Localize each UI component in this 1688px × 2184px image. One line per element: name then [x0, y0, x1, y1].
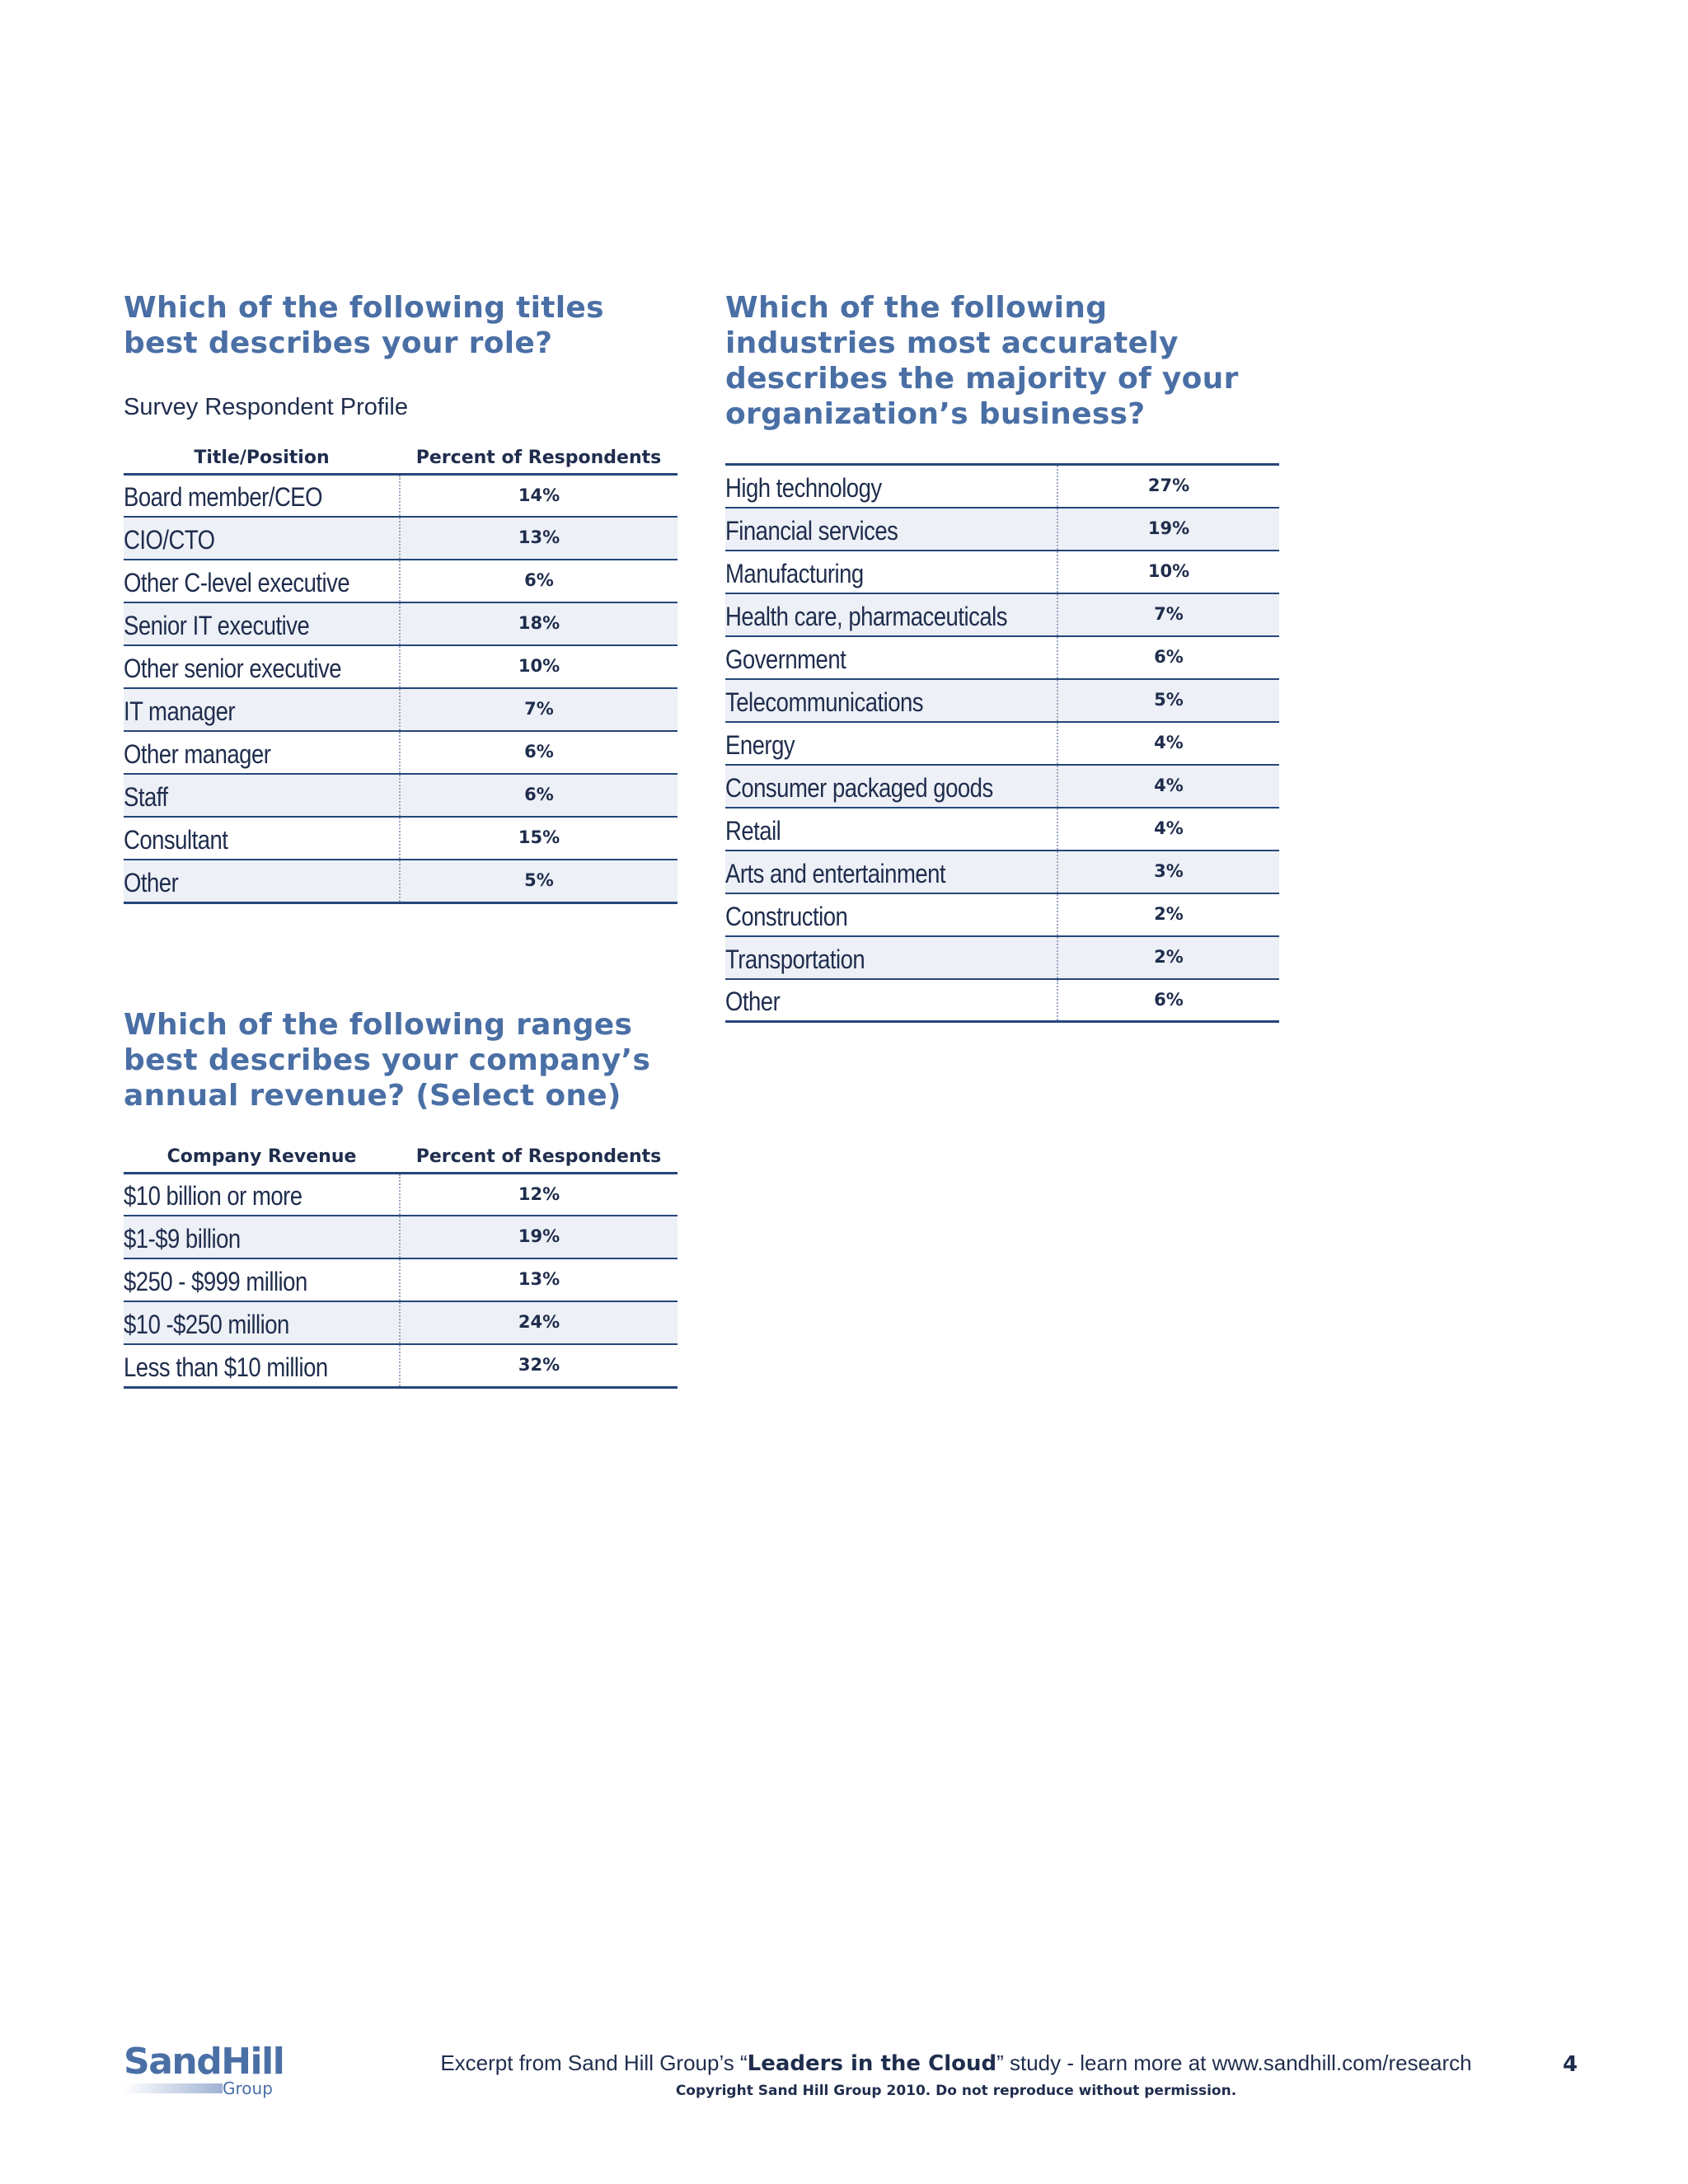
table-row: [124, 817, 678, 860]
industry-question-title: Which of the following industries most accurately describes the majority of your organization’s business?: [725, 291, 1239, 431]
row-label: [725, 808, 1057, 851]
row-label: [124, 474, 400, 517]
row-label-text: IT manager: [124, 696, 236, 726]
footer-copyright: Copyright Sand Hill Group 2010. Do not reproduce without permission.: [675, 2083, 1237, 2099]
row-label: [725, 508, 1057, 551]
logo-sub-text: Group: [223, 2079, 273, 2098]
row-label: [725, 851, 1057, 893]
table-row: [124, 860, 678, 902]
row-percent: 14%: [518, 485, 560, 505]
row-percent: 7%: [1154, 603, 1184, 624]
table-row: [124, 645, 678, 688]
revenue-question-title: Which of the following ranges best describes your company’s annual revenue? (Select one): [124, 1008, 651, 1113]
role-header-percent: Percent of Respondents: [415, 447, 662, 468]
row-percent: 6%: [1154, 646, 1184, 667]
table-row: [725, 893, 1279, 936]
footer-excerpt-suffix: ” study - learn more at www.sandhill.com/research: [996, 2050, 1472, 2075]
table-row: [124, 774, 678, 817]
row-label-text: Staff: [124, 782, 168, 812]
logo-gradient-bar: [124, 2083, 223, 2093]
row-percent: 2%: [1154, 903, 1184, 924]
table-row: [124, 1216, 678, 1258]
table-row: [124, 474, 678, 517]
table-row: [725, 765, 1279, 808]
role-section: [124, 290, 678, 904]
page-number: 4: [1563, 2052, 1578, 2077]
row-label-text: $10 billion or more: [124, 1181, 302, 1211]
table-row: [725, 465, 1279, 508]
row-label-text: Consumer packaged goods: [725, 772, 993, 803]
table-row: [725, 508, 1279, 551]
row-label-text: Other: [124, 867, 179, 898]
row-label: [725, 679, 1057, 722]
revenue-table-header: [124, 1145, 678, 1173]
row-label-text: Financial services: [725, 515, 898, 546]
row-percent: 3%: [1154, 860, 1184, 881]
row-label: [124, 602, 400, 645]
revenue-header-percent: Percent of Respondents: [415, 1146, 662, 1167]
industry-table: [725, 463, 1279, 1023]
row-label: [124, 860, 400, 902]
logo-main-text: SandHill: [124, 2041, 284, 2083]
row-label: [124, 645, 400, 688]
row-label: [124, 1258, 400, 1301]
row-label-text: Telecommunications: [725, 687, 924, 717]
row-percent: 2%: [1154, 946, 1184, 967]
row-label-text: $10 -$250 million: [124, 1310, 289, 1339]
row-percent: 10%: [518, 656, 560, 676]
sandhill-logo: [124, 2041, 284, 2100]
row-label: [725, 593, 1057, 636]
table-row: [725, 722, 1279, 765]
revenue-table: [124, 1145, 678, 1389]
row-label: [124, 731, 400, 774]
row-percent: 15%: [518, 827, 560, 847]
row-label-text: Government: [725, 644, 846, 674]
row-percent: 4%: [1154, 775, 1184, 795]
row-percent: 13%: [518, 527, 560, 547]
row-percent: 6%: [524, 570, 554, 590]
footer-excerpt-prefix: Excerpt from Sand Hill Group’s “: [440, 2050, 748, 2075]
row-label-text: Energy: [725, 729, 795, 760]
row-label: [725, 936, 1057, 979]
row-percent: 6%: [524, 785, 554, 804]
row-label-text: High technology: [725, 472, 882, 503]
row-percent: 5%: [1154, 689, 1184, 710]
row-label: [124, 1216, 400, 1258]
row-label: [124, 1301, 400, 1344]
row-percent: 27%: [1147, 476, 1190, 495]
row-label-text: Arts and entertainment: [725, 858, 946, 888]
table-row: [124, 517, 678, 560]
table-row: [124, 1173, 678, 1216]
row-label: [725, 979, 1057, 1022]
row-label: [725, 465, 1057, 508]
row-label-text: $250 - $999 million: [124, 1267, 307, 1296]
row-percent: 13%: [518, 1269, 560, 1289]
row-label-text: Manufacturing: [725, 558, 864, 588]
table-row: [124, 1258, 678, 1301]
footer-study-name: Leaders in the Cloud: [747, 2051, 997, 2076]
row-percent: 19%: [518, 1226, 560, 1246]
row-label: [725, 765, 1057, 808]
row-label-text: Less than $10 million: [124, 1352, 328, 1382]
revenue-header-company: Company Revenue: [166, 1146, 357, 1167]
row-percent: 5%: [524, 870, 554, 890]
revenue-section: [124, 1007, 678, 1389]
row-percent: 19%: [1147, 518, 1190, 538]
row-label: [124, 817, 400, 860]
row-label-text: Other: [725, 987, 781, 1016]
role-header-title: Title/Position: [194, 447, 330, 468]
role-table: [124, 446, 678, 904]
row-label-text: Health care, pharmaceuticals: [725, 601, 1007, 631]
table-row: [725, 593, 1279, 636]
row-label-text: Senior IT executive: [124, 611, 310, 640]
table-row: [725, 636, 1279, 679]
table-row: [124, 602, 678, 645]
table-row: [124, 560, 678, 602]
row-percent: 4%: [1154, 732, 1184, 752]
row-label: [124, 560, 400, 602]
row-label: [725, 722, 1057, 765]
row-label: [124, 1344, 400, 1387]
table-row: [124, 731, 678, 774]
row-label-text: CIO/CTO: [124, 525, 215, 555]
row-label-text: Construction: [725, 901, 848, 931]
row-label-text: Other senior executive: [124, 654, 341, 683]
row-label: [124, 1173, 400, 1216]
row-label: [725, 636, 1057, 679]
row-label-text: Other manager: [124, 739, 271, 769]
row-percent: 7%: [524, 699, 554, 719]
row-percent: 12%: [518, 1183, 560, 1204]
table-row: [725, 551, 1279, 593]
role-subtitle: Survey Respondent Profile: [124, 394, 408, 420]
table-row: [725, 851, 1279, 893]
row-label: [124, 774, 400, 817]
row-percent: 6%: [1154, 989, 1184, 1010]
row-percent: 18%: [518, 613, 560, 633]
industry-section: [725, 290, 1279, 1023]
row-label-text: Consultant: [124, 825, 228, 855]
row-label-text: Transportation: [725, 944, 865, 974]
role-question-title: Which of the following titles best describes your role?: [124, 291, 604, 360]
row-label: [725, 893, 1057, 936]
row-percent: 10%: [1147, 560, 1190, 581]
row-label-text: Retail: [725, 815, 781, 846]
table-row: [725, 808, 1279, 851]
row-label-text: Other C-level executive: [124, 568, 350, 598]
table-row: [124, 1344, 678, 1387]
table-row: [725, 936, 1279, 979]
table-row: [124, 1301, 678, 1344]
row-percent: 4%: [1154, 818, 1184, 838]
table-row: [725, 679, 1279, 722]
row-label: [124, 688, 400, 731]
row-label-text: $1-$9 billion: [124, 1224, 241, 1254]
row-percent: 24%: [518, 1312, 560, 1332]
row-label-text: Board member/CEO: [124, 482, 323, 512]
footer: [437, 2050, 1475, 2099]
table-row: [124, 688, 678, 731]
row-label: [124, 517, 400, 560]
table-row: [725, 979, 1279, 1022]
row-percent: 6%: [524, 742, 554, 762]
footer-excerpt: [437, 2050, 1475, 2076]
role-table-header: [124, 446, 678, 474]
row-percent: 32%: [518, 1355, 560, 1375]
row-label: [725, 551, 1057, 593]
